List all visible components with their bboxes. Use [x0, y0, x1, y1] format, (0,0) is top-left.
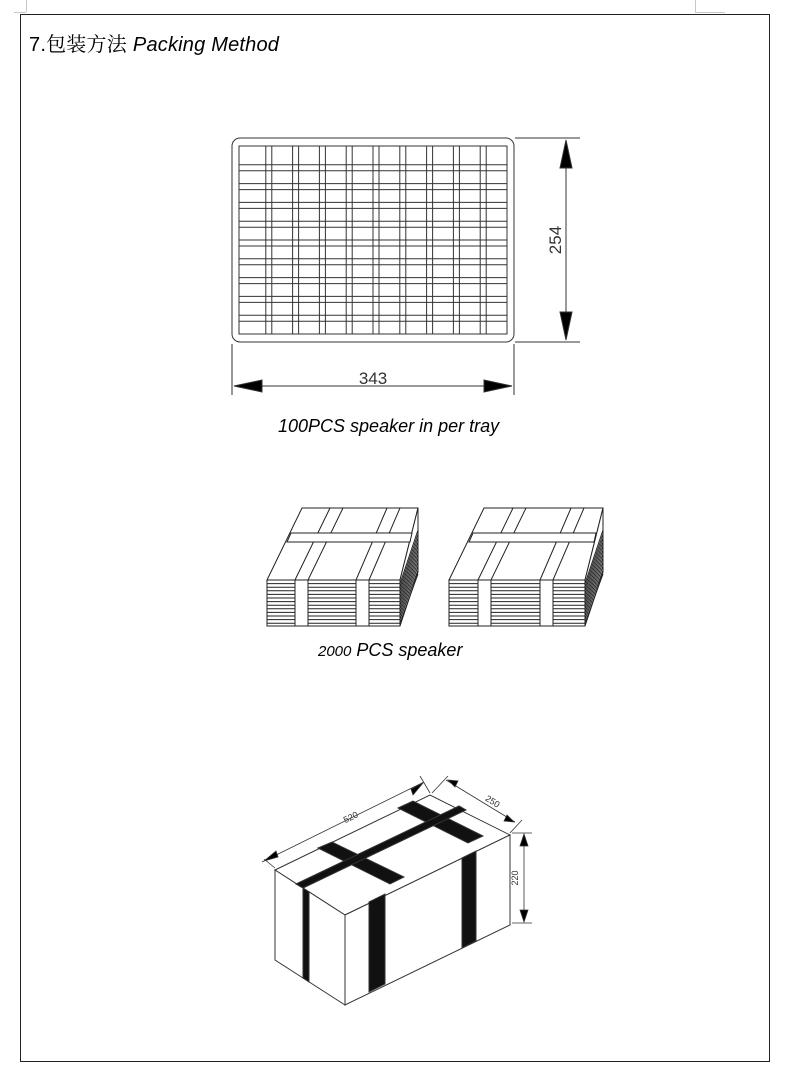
stack-top: [449, 508, 603, 580]
carton-height-label: 220: [510, 870, 520, 886]
strap: [462, 851, 476, 948]
tray-height-label: 254: [546, 225, 565, 255]
stack-caption-text: PCS speaker: [356, 640, 463, 660]
tray-stack-left: [267, 508, 418, 626]
section-number: 7.: [29, 34, 47, 56]
strap: [303, 888, 309, 982]
stack-count: 2000: [318, 643, 352, 660]
tray-drawing: [232, 138, 514, 342]
title-chinese: 包装方法: [46, 32, 127, 56]
tray-caption: 100PCS speaker in per tray: [278, 416, 500, 436]
title-english: Packing Method: [132, 34, 280, 56]
carton-box: [275, 795, 510, 1005]
strap: [369, 894, 385, 992]
stack-caption: [318, 640, 462, 661]
carton-width-label: 250: [483, 793, 502, 810]
carton-length-label: 520: [341, 809, 360, 826]
tray-stack-right: [449, 508, 603, 626]
tray-grid: [239, 146, 507, 334]
tray-width-label: 343: [358, 369, 388, 388]
